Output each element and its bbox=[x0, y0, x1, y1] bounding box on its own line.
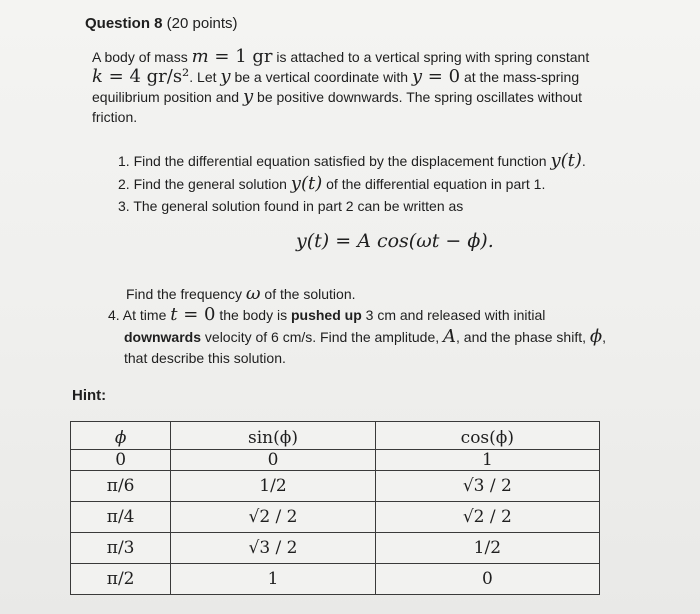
angle-cell: π/4 bbox=[71, 502, 171, 533]
task-item-4 bbox=[108, 304, 683, 369]
intro-text: A body of mass bbox=[92, 49, 192, 65]
header-cos: cos(ϕ) bbox=[375, 422, 599, 450]
trig-hint-table bbox=[70, 421, 600, 595]
task-text: 4. At time bbox=[108, 307, 171, 323]
intro-line-2 bbox=[92, 67, 667, 87]
mass-value: = 1 gr bbox=[208, 46, 273, 67]
task-item-4-end bbox=[108, 348, 683, 369]
cos-cell: 1/2 bbox=[375, 533, 599, 564]
omega-variable: ω bbox=[245, 283, 261, 304]
mass-variable: m bbox=[191, 46, 209, 67]
displacement-function: y(t) bbox=[550, 150, 582, 171]
displacement-function: y(t) bbox=[290, 173, 323, 194]
intro-line-1 bbox=[92, 47, 667, 67]
y-equals-zero: = 0 bbox=[422, 66, 461, 87]
angle-cell: 0 bbox=[71, 450, 171, 471]
task-text: , bbox=[602, 329, 607, 345]
intro-line-3 bbox=[92, 87, 667, 107]
task-item-4-cont bbox=[108, 326, 683, 348]
intro-line-4 bbox=[92, 107, 667, 127]
angle-cell: π/3 bbox=[71, 533, 171, 564]
table-row bbox=[71, 502, 600, 533]
y-variable: y bbox=[220, 66, 231, 87]
table-row bbox=[71, 450, 600, 471]
table-row bbox=[71, 471, 600, 502]
task-text: . bbox=[581, 153, 586, 169]
time-variable: t bbox=[170, 304, 178, 325]
question-points: (20 points) bbox=[162, 15, 238, 32]
frequency-question bbox=[126, 283, 356, 304]
task-text: , and the phase shift, bbox=[456, 329, 590, 345]
intro-text: friction. bbox=[92, 109, 138, 125]
intro-text: is attached to a vertical spring with spring constant bbox=[272, 49, 590, 65]
task-item-2 bbox=[118, 173, 678, 195]
emphasis-downwards: downwards bbox=[124, 329, 202, 345]
task-text: that describe this solution. bbox=[124, 350, 286, 366]
cos-cell: √2 / 2 bbox=[375, 502, 599, 533]
y-variable: y bbox=[242, 86, 254, 107]
general-solution-equation: y(t) = A cos(ωt − ϕ). bbox=[296, 230, 494, 252]
phase-variable: ϕ bbox=[589, 326, 603, 347]
sin-cell: 1/2 bbox=[171, 471, 375, 502]
task-text: 1. Find the differential equation satisfied by the displacement function bbox=[118, 153, 551, 169]
intro-text: . Let bbox=[189, 69, 221, 85]
table-row bbox=[71, 564, 600, 595]
table-header-row bbox=[71, 422, 600, 450]
sin-cell: 1 bbox=[171, 564, 375, 595]
question-title bbox=[85, 15, 238, 32]
task-item-3 bbox=[118, 195, 678, 217]
sin-cell: √2 / 2 bbox=[171, 502, 375, 533]
spring-constant-variable: k bbox=[92, 66, 103, 87]
header-phi: ϕ bbox=[71, 422, 171, 450]
task-text: Find the frequency bbox=[126, 286, 246, 302]
hint-label: Hint: bbox=[72, 387, 107, 404]
spring-constant-value: = 4 gr/s² bbox=[102, 66, 190, 87]
angle-cell: π/2 bbox=[71, 564, 171, 595]
problem-statement bbox=[92, 47, 667, 127]
task-text: of the differential equation in part 1. bbox=[322, 176, 546, 192]
task-text: the body is bbox=[215, 307, 291, 323]
task-text: 3 cm and released with initial bbox=[361, 307, 546, 323]
sin-cell: 0 bbox=[171, 450, 375, 471]
intro-text: at the mass-spring bbox=[460, 69, 580, 85]
task-text: 3. The general solution found in part 2 can be written as bbox=[118, 198, 464, 214]
cos-cell: 1 bbox=[375, 450, 599, 471]
y-variable: y bbox=[411, 66, 423, 87]
task-item-1 bbox=[118, 150, 678, 172]
intro-text: be positive downwards. The spring oscillates without bbox=[253, 89, 583, 105]
header-sin: sin(ϕ) bbox=[171, 422, 375, 450]
table-row bbox=[71, 533, 600, 564]
task-text: of the solution. bbox=[260, 286, 356, 302]
intro-text: be a vertical coordinate with bbox=[230, 69, 412, 85]
cos-cell: 0 bbox=[375, 564, 599, 595]
angle-cell: π/6 bbox=[71, 471, 171, 502]
time-zero: = 0 bbox=[177, 304, 216, 325]
sin-cell: √3 / 2 bbox=[171, 533, 375, 564]
cos-cell: √3 / 2 bbox=[375, 471, 599, 502]
amplitude-variable: A bbox=[443, 326, 457, 347]
question-number: Question 8 bbox=[85, 15, 163, 32]
emphasis-pushed-up: pushed up bbox=[290, 307, 362, 323]
task-text: 2. Find the general solution bbox=[118, 176, 291, 192]
intro-text: equilibrium position and bbox=[92, 89, 243, 105]
task-text: velocity of 6 cm/s. Find the amplitude, bbox=[201, 329, 444, 345]
